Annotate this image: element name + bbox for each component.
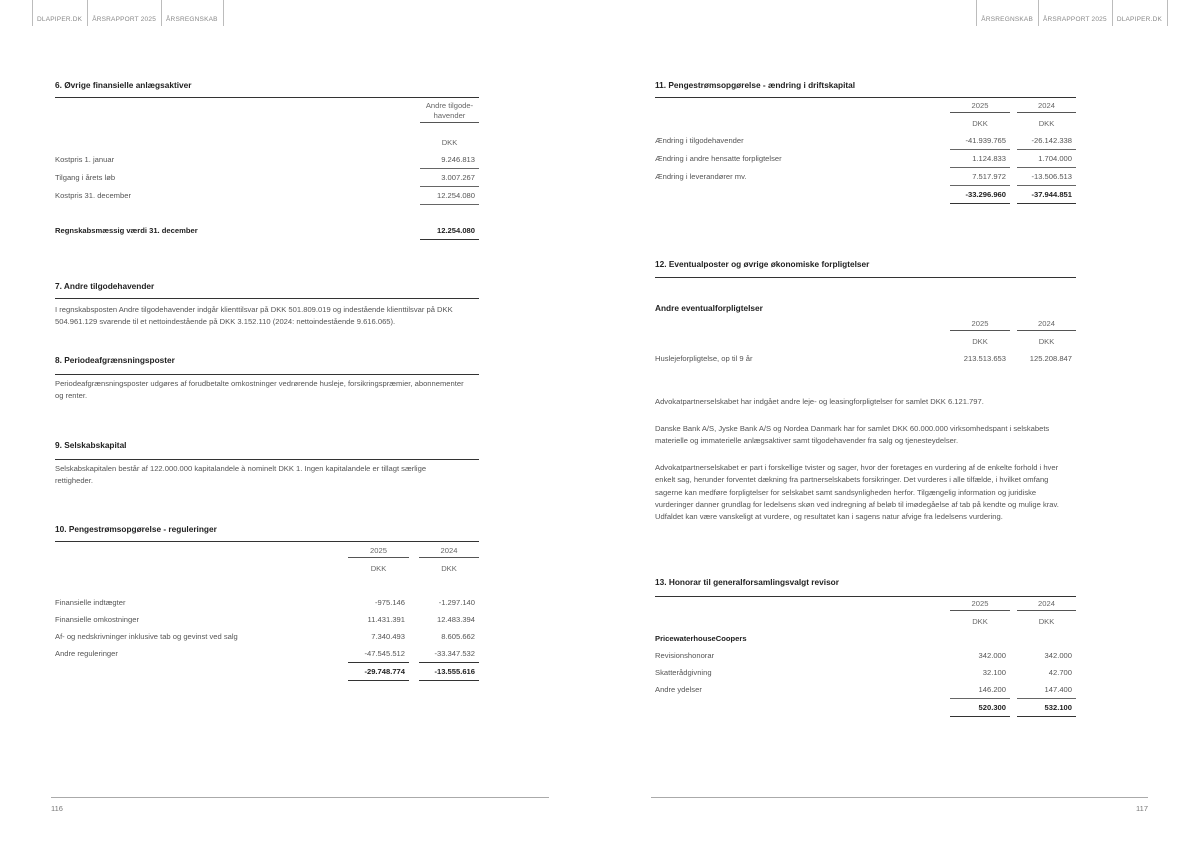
year-header: 2024 bbox=[419, 546, 479, 558]
total-2024: -37.944.851 bbox=[1031, 190, 1072, 199]
year-header: 2025 bbox=[950, 599, 1010, 611]
page-number-right: 117 bbox=[1136, 804, 1148, 813]
unit-label: DKK bbox=[972, 337, 988, 346]
section-12-rule bbox=[655, 277, 1076, 278]
section-11-table bbox=[655, 98, 1076, 204]
footer-rule-right bbox=[651, 797, 1148, 798]
value-2024: 1.704.000 bbox=[1038, 154, 1072, 163]
value-2024: 125.208.847 bbox=[1029, 354, 1072, 363]
table-row bbox=[55, 594, 479, 611]
right-page bbox=[655, 0, 1076, 849]
value-2025: -975.146 bbox=[375, 598, 405, 607]
row-label: Kostpris 1. januar bbox=[55, 155, 115, 165]
value-2025: 7.517.972 bbox=[972, 172, 1006, 181]
section-12-table bbox=[655, 316, 1076, 367]
value-2025: 342.000 bbox=[978, 651, 1006, 660]
section-10-table bbox=[55, 543, 479, 681]
section-8-title: 8. Periodeafgrænsningsposter bbox=[55, 355, 175, 365]
total-row bbox=[55, 663, 479, 681]
section-7-text: I regnskabsposten Andre tilgodehavender indgår klienttilsvar på DKK 501.809.019 og indestående klienttilsvar på DKK 504.961.129 svarende til et nettoindestående på DKK 3.152.110 (2024: nettoindestående 9.616.065). bbox=[55, 305, 453, 327]
section-6-rule bbox=[55, 97, 479, 98]
value-2025: 1.124.833 bbox=[972, 154, 1006, 163]
table-row bbox=[655, 168, 1076, 186]
value-2025: 32.100 bbox=[982, 668, 1006, 677]
nav-report-link[interactable]: ÅRSRAPPORT 2025 bbox=[1038, 0, 1112, 26]
value-2025: 213.513.653 bbox=[963, 354, 1006, 363]
table-row bbox=[55, 169, 479, 187]
section-10-rule bbox=[55, 541, 479, 542]
auditor-name: PricewaterhouseCoopers bbox=[655, 634, 747, 643]
row-label: Huslejeforpligtelse, op til 9 år bbox=[655, 354, 753, 363]
section-9-text: Selskabskapitalen består af 122.000.000 kapitalandele à nominelt DKK 1. Ingen kapitalandele er tillagt særlige rettigheder. bbox=[55, 464, 427, 486]
total-value: 12.254.080 bbox=[436, 226, 475, 235]
section-13-table bbox=[655, 596, 1076, 717]
unit-label: DKK bbox=[441, 564, 457, 573]
year-header: 2025 bbox=[950, 319, 1010, 331]
total-2024: 532.100 bbox=[1044, 703, 1072, 712]
table-row bbox=[655, 664, 1076, 681]
table-row bbox=[655, 681, 1076, 699]
unit-label: DKK bbox=[441, 138, 458, 147]
row-label: Ændring i andre hensatte forpligtelser bbox=[655, 154, 782, 163]
table-row bbox=[655, 150, 1076, 168]
row-label: Andre ydelser bbox=[655, 685, 702, 695]
year-header: 2025 bbox=[348, 546, 409, 558]
value-2024: -13.506.513 bbox=[1031, 172, 1072, 181]
total-2025: -33.296.960 bbox=[965, 190, 1006, 199]
table-row bbox=[655, 350, 1076, 367]
unit-label: DKK bbox=[972, 119, 988, 128]
year-header: 2024 bbox=[1017, 599, 1076, 611]
value-2024: -26.142.338 bbox=[1031, 136, 1072, 145]
row-label: Ændring i leverandører mv. bbox=[655, 172, 747, 181]
section-6-table bbox=[55, 101, 479, 240]
value-2025: -41.939.765 bbox=[965, 136, 1006, 145]
row-value: 3.007.267 bbox=[441, 173, 475, 182]
unit-label: DKK bbox=[370, 564, 387, 573]
section-13-title: 13. Honorar til generalforsamlingsvalgt revisor bbox=[655, 577, 839, 587]
section-6-title: 6. Øvrige finansielle anlægsaktiver bbox=[55, 80, 192, 90]
total-2025: 520.300 bbox=[978, 703, 1006, 712]
row-label: Af- og nedskrivninger inklusive tab og gevinst ved salg bbox=[55, 632, 238, 641]
nav-section-link[interactable]: ÅRSREGNSKAB bbox=[161, 0, 224, 26]
total-row bbox=[655, 186, 1076, 204]
page-number-left: 116 bbox=[51, 804, 63, 813]
footer-rule-left bbox=[51, 797, 549, 798]
value-2025: 146.200 bbox=[978, 685, 1006, 694]
table-row bbox=[655, 132, 1076, 150]
total-row bbox=[655, 699, 1076, 717]
nav-site-link[interactable]: DLAPIPER.DK bbox=[32, 0, 87, 26]
row-label: Finansielle indtægter bbox=[55, 598, 126, 607]
section-11-title: 11. Pengestrømsopgørelse - ændring i driftskapital bbox=[655, 80, 856, 90]
section-7-title: 7. Andre tilgodehavender bbox=[55, 281, 155, 291]
row-label: Skatterådgivning bbox=[655, 668, 712, 677]
value-2024: 42.700 bbox=[1048, 668, 1072, 677]
section-8-text: Periodeafgrænsningsposter udgøres af forudbetalte omkostninger vedrørende husleje, forsikringspræmier, abonnementer og renter. bbox=[55, 379, 464, 401]
value-2024: 147.400 bbox=[1044, 685, 1072, 694]
section-12-paragraph-3: Advokatpartnerselskabet er part i forskellige tvister og sager, hvor der foretages en vurdering af de enkelte forhold i hver enkelt sag, herunder forventet dækning fra partnerselskabets forsikringer. Det vurderes i alle tilfælde, i hvilket omfang sagerne kan medføre forpligtelser for selskabet samt sandsynligheden herfor. Tilgængelig information og juridiske vurderinger danner grundlag for ledelsens skøn ved indregning af beløb til imødegåelse af tab på kendte og mulige krav. Udfaldet kan være vanskeligt at vurdere, og resultatet kan i sagens natur afvige fra ledelsens vurdering. bbox=[655, 463, 1059, 522]
value-2025: 7.340.493 bbox=[371, 632, 405, 641]
row-label: Kostpris 31. december bbox=[55, 191, 131, 200]
section-8-rule bbox=[55, 374, 479, 375]
table-row bbox=[55, 151, 479, 169]
column-header: Andre tilgode-havender bbox=[420, 101, 479, 123]
value-2025: 11.431.391 bbox=[367, 615, 405, 624]
total-2024: -13.555.616 bbox=[434, 667, 475, 676]
section-12-paragraph-2: Danske Bank A/S, Jyske Bank A/S og Nordea Danmark har for samlet DKK 60.000.000 virksomhedspant i selskabets materielle og immaterielle anlægsaktiver samt tilgodehavender fra salg og tjenesteydelser. bbox=[655, 424, 1050, 446]
section-10-title: 10. Pengestrømsopgørelse - reguleringer bbox=[55, 524, 217, 534]
row-label: Andre reguleringer bbox=[55, 649, 118, 659]
unit-label: DKK bbox=[1038, 119, 1055, 128]
table-row bbox=[55, 628, 479, 645]
unit-label: DKK bbox=[972, 617, 988, 626]
left-page bbox=[55, 0, 479, 849]
table-row bbox=[655, 647, 1076, 664]
row-value: 9.246.813 bbox=[441, 155, 475, 164]
year-header: 2025 bbox=[950, 101, 1010, 113]
value-2024: 342.000 bbox=[1044, 651, 1072, 660]
section-12-title: 12. Eventualposter og øvrige økonomiske forpligtelser bbox=[655, 259, 870, 269]
table-row bbox=[55, 645, 479, 663]
section-9-rule bbox=[55, 459, 479, 460]
section-12-paragraph-1: Advokatpartnerselskabet har indgået andre leje- og leasingforpligtelser for samlet DKK 6.121.797. bbox=[655, 397, 984, 406]
nav-site-link[interactable]: DLAPIPER.DK bbox=[1112, 0, 1168, 26]
row-label: Tilgang i årets løb bbox=[55, 173, 116, 182]
year-header: 2024 bbox=[1017, 101, 1076, 113]
row-label: Finansielle omkostninger bbox=[55, 615, 139, 624]
value-2024: -33.347.532 bbox=[434, 649, 475, 658]
value-2024: 8.605.662 bbox=[441, 632, 475, 641]
section-12-subtitle: Andre eventualforpligtelser bbox=[655, 303, 763, 313]
total-2025: -29.748.774 bbox=[364, 667, 405, 676]
nav-report-link[interactable]: ÅRSRAPPORT 2025 bbox=[87, 0, 161, 26]
section-7-rule bbox=[55, 298, 479, 299]
unit-label: DKK bbox=[1038, 617, 1055, 626]
total-label: Regnskabsmæssig værdi 31. december bbox=[55, 226, 198, 236]
value-2024: -1.297.140 bbox=[438, 598, 475, 607]
table-row bbox=[55, 611, 479, 628]
table-row bbox=[55, 187, 479, 205]
section-9-title: 9. Selskabskapital bbox=[55, 440, 127, 450]
value-2025: -47.545.512 bbox=[364, 649, 405, 658]
row-value: 12.254.080 bbox=[436, 191, 475, 200]
row-label: Ændring i tilgodehavender bbox=[655, 136, 744, 146]
total-row bbox=[55, 222, 479, 240]
unit-label: DKK bbox=[1038, 337, 1055, 346]
row-label: Revisionshonorar bbox=[655, 651, 715, 660]
nav-section-link[interactable]: ÅRSREGNSKAB bbox=[976, 0, 1038, 26]
value-2024: 12.483.394 bbox=[436, 615, 475, 624]
year-header: 2024 bbox=[1017, 319, 1076, 331]
